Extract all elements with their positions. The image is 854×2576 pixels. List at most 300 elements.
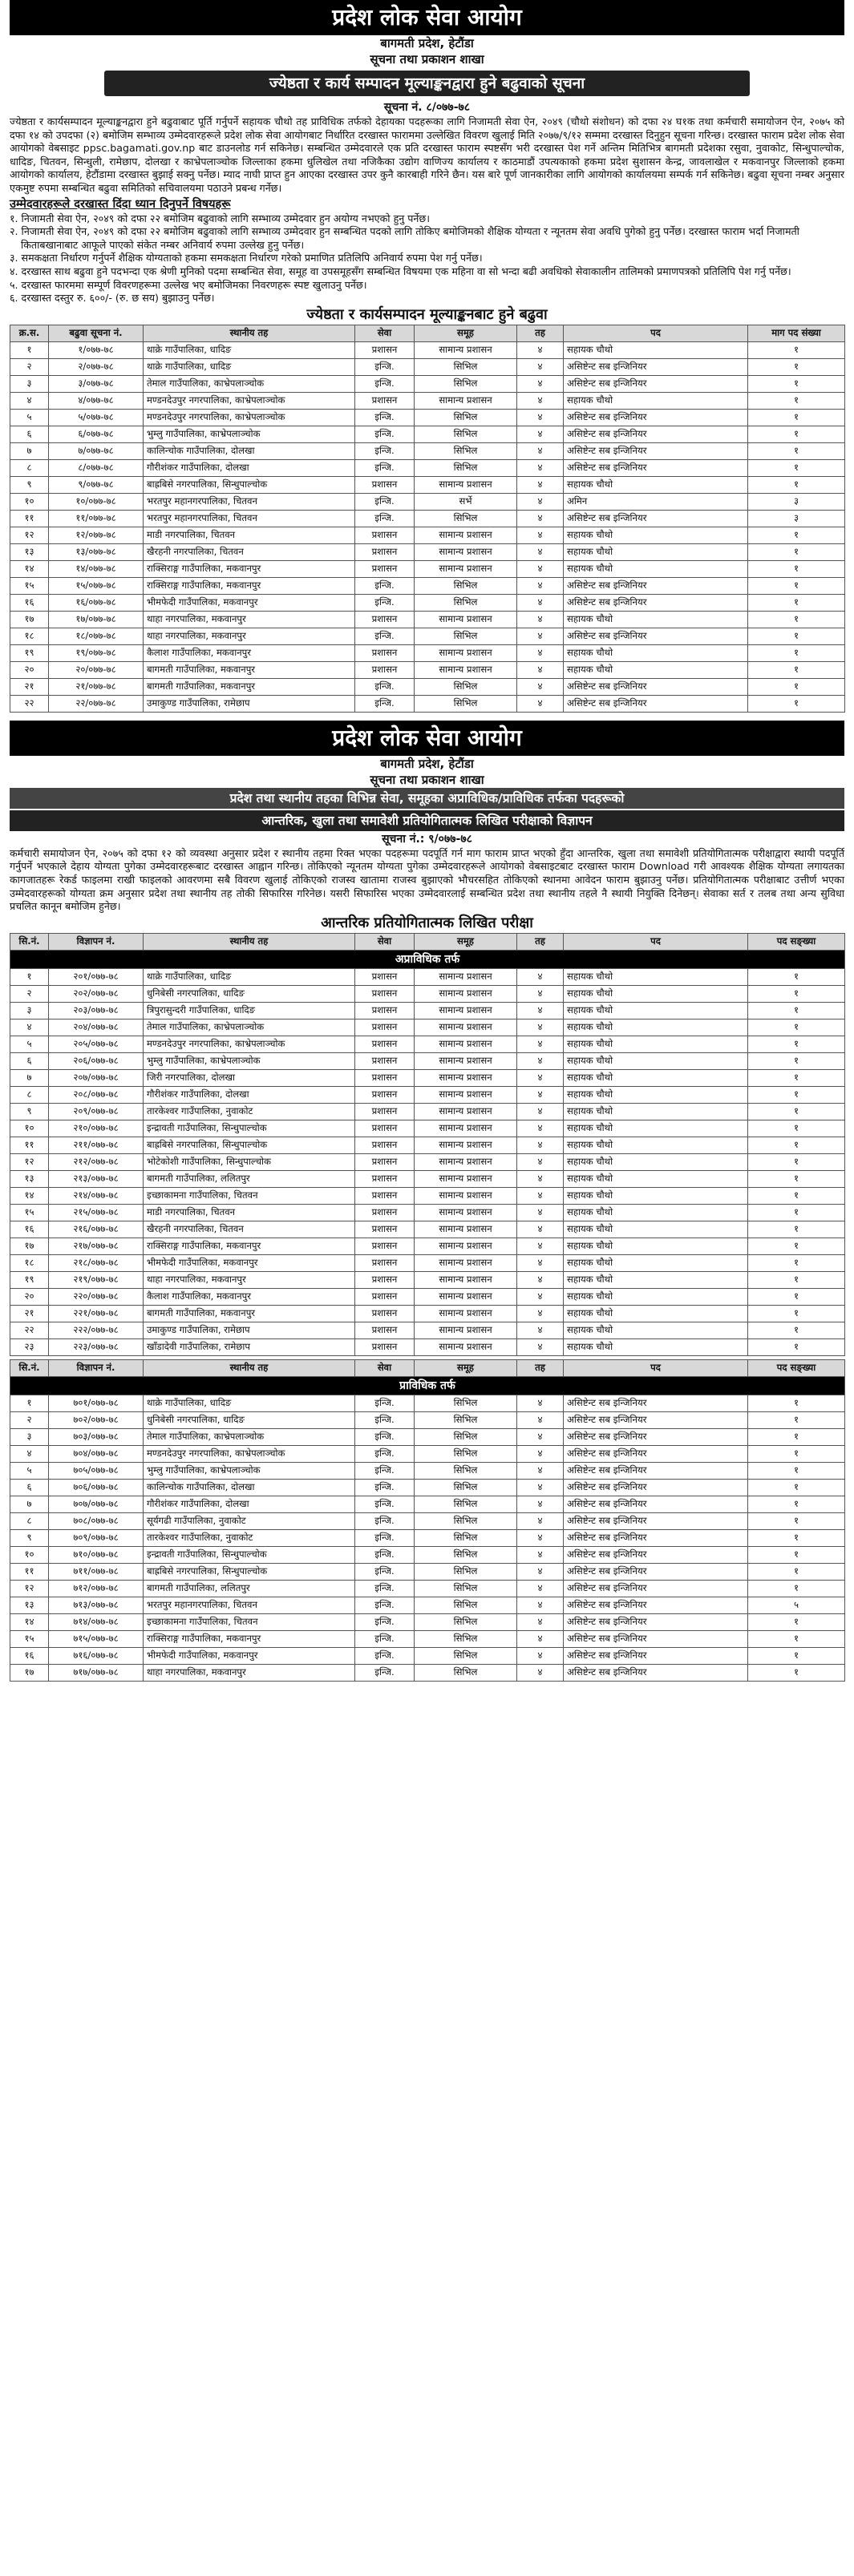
table-row: [10, 1529, 845, 1546]
table-row: [10, 1664, 845, 1681]
table-cell: १: [748, 1187, 845, 1204]
column-header: तह: [517, 933, 564, 950]
table-row: [10, 1120, 845, 1137]
table-cell: ७१४/०७७-७८: [49, 1613, 144, 1630]
category-band: [10, 950, 845, 968]
table-cell: ४: [517, 1019, 564, 1036]
table-cell: असिष्टेन्ट सब इन्जिनियर: [564, 1445, 748, 1462]
table-cell: १७/०७७-७८: [49, 611, 144, 628]
table-cell: १: [748, 1428, 845, 1445]
column-header: सेवा: [355, 933, 415, 950]
table-cell: ४: [517, 1170, 564, 1187]
column-header: सि.नं.: [10, 933, 49, 950]
table-cell: असिष्टेन्ट सब इन्जिनियर: [564, 1630, 748, 1647]
table-cell: सामान्य प्रशासन: [415, 968, 517, 985]
exam-table-technical: [10, 1359, 845, 1682]
table-row: [10, 442, 845, 459]
table-cell: सामान्य प्रशासन: [415, 543, 517, 560]
table-cell: प्रशासन: [355, 1338, 415, 1355]
table-cell: ४: [517, 1411, 564, 1428]
table-cell: सिभिल: [415, 1462, 517, 1479]
table-cell: २०३/०७७-७८: [49, 1002, 144, 1019]
table-row: [10, 1428, 845, 1445]
table-cell: १: [748, 594, 845, 611]
table-cell: ७१५/०७७-७८: [49, 1630, 144, 1647]
table-row: [10, 611, 845, 628]
table-cell: असिष्टेन्ट सब इन्जिनियर: [564, 375, 748, 392]
table-row: [10, 341, 845, 358]
table-cell: १: [748, 1086, 845, 1103]
table-cell: २२३/०७७-७८: [49, 1338, 144, 1355]
commission-title: प्रदेश लोक सेवा आयोग: [10, 0, 844, 35]
table-cell: भुम्लु गाउँपालिका, काभ्रेपलाञ्चोक: [144, 1052, 355, 1069]
table-cell: २: [10, 985, 49, 1002]
table-cell: ४: [517, 426, 564, 442]
table-cell: १: [748, 560, 845, 577]
table-cell: सहायक चौथो: [564, 1254, 748, 1271]
table-row: [10, 560, 845, 577]
table-cell: १५/०७७-७८: [49, 577, 144, 594]
table-cell: ४: [517, 1288, 564, 1305]
table-row: [10, 1496, 845, 1512]
table-cell: तेमाल गाउँपालिका, काभ्रेपलाञ्चोक: [144, 1428, 355, 1445]
table-cell: ११: [10, 510, 49, 527]
table-cell: १: [748, 1137, 845, 1153]
table-cell: प्रशासन: [355, 985, 415, 1002]
table-cell: इन्जि.: [355, 1630, 415, 1647]
table-cell: ११: [10, 1563, 49, 1580]
table-cell: सिभिल: [415, 1630, 517, 1647]
table-cell: १: [748, 611, 845, 628]
table-cell: असिष्टेन्ट सब इन्जिनियर: [564, 358, 748, 375]
table-cell: असिष्टेन्ट सब इन्जिनियर: [564, 442, 748, 459]
table-cell: इन्जि.: [355, 1496, 415, 1512]
table-cell: इन्जि.: [355, 1395, 415, 1411]
table-cell: ४: [517, 1462, 564, 1479]
table-cell: ४: [517, 409, 564, 426]
table-cell: तेमाल गाउँपालिका, काभ्रेपलाञ्चोक: [144, 1019, 355, 1036]
table-cell: प्रशासन: [355, 543, 415, 560]
table-cell: सहायक चौथो: [564, 1137, 748, 1153]
table-cell: १५: [10, 1204, 49, 1221]
table-cell: १४: [10, 1613, 49, 1630]
table-cell: इन्जि.: [355, 358, 415, 375]
table-row: [10, 1322, 845, 1338]
table-cell: अमिन: [564, 493, 748, 510]
table-cell: सिभिल: [415, 1529, 517, 1546]
table-cell: १: [748, 1288, 845, 1305]
table-row: [10, 1137, 845, 1153]
table-cell: सहायक चौथो: [564, 985, 748, 1002]
table-cell: १: [10, 968, 49, 985]
table-cell: १६: [10, 594, 49, 611]
column-header: पद सङ्ख्या: [748, 1359, 845, 1376]
column-header: सेवा: [355, 325, 415, 341]
table-cell: सिभिल: [415, 1597, 517, 1613]
instruction-item: ४. दरखास्त साथ बढुवा हुने पदभन्दा एक श्रेणी मुनिको पदमा सम्बन्धित सेवा, समूह वा उपसमूहसँग सम्बन्धित विषयमा एक महिना वा सो भन्दा बढी अवधिको सेवाकालीन तालिमको प्रमाणपत्रको प्रतिलिपि पेश गर्नु पर्नेछ।: [10, 264, 791, 277]
category-band-label: प्राविधिक तर्फ: [10, 1376, 845, 1395]
table-cell: असिष्टेन्ट सब इन्जिनियर: [564, 510, 748, 527]
table-cell: ७: [10, 1496, 49, 1512]
table-row: [10, 1036, 845, 1052]
table-cell: बागमती गाउँपालिका, मकवानपुर: [144, 678, 355, 695]
table-cell: २१: [10, 1305, 49, 1322]
table-cell: इन्जि.: [355, 1479, 415, 1496]
table-cell: १: [748, 1664, 845, 1681]
table-cell: सहायक चौथो: [564, 611, 748, 628]
table-cell: सहायक चौथो: [564, 543, 748, 560]
table-cell: ४: [517, 1580, 564, 1597]
table-cell: बाह्रबिसे नगरपालिका, सिन्धुपाल्चोक: [144, 1563, 355, 1580]
table-row: [10, 1019, 845, 1036]
table-cell: मण्डनदेउपुर नगरपालिका, काभ्रेपलाञ्चोक: [144, 409, 355, 426]
table-cell: सिभिल: [415, 1664, 517, 1681]
table-cell: प्रशासन: [355, 1271, 415, 1288]
table-cell: १: [748, 695, 845, 712]
table-cell: सिभिल: [415, 409, 517, 426]
table-cell: २०५/०७७-७८: [49, 1036, 144, 1052]
table-cell: सामान्य प्रशासन: [415, 1170, 517, 1187]
table-cell: प्रशासन: [355, 1238, 415, 1254]
table-cell: १६: [10, 1221, 49, 1238]
column-header: सि.नं.: [10, 1359, 49, 1376]
table-row: [10, 358, 845, 375]
table-cell: प्रशासन: [355, 1305, 415, 1322]
table-cell: प्रशासन: [355, 1103, 415, 1120]
table-cell: १५: [10, 1630, 49, 1647]
table-row: [10, 375, 845, 392]
table-cell: १: [748, 476, 845, 493]
table-cell: १७: [10, 1238, 49, 1254]
table-row: [10, 1254, 845, 1271]
table-cell: ९: [10, 476, 49, 493]
table-cell: जिरी नगरपालिका, दोलखा: [144, 1069, 355, 1086]
table-cell: माडी नगरपालिका, चितवन: [144, 527, 355, 543]
table-cell: प्रशासन: [355, 560, 415, 577]
table-cell: ४: [517, 628, 564, 644]
table-cell: असिष्टेन्ट सब इन्जिनियर: [564, 628, 748, 644]
advert-strip-2: आन्तरिक, खुला तथा समावेशी प्रतियोगितात्मक लिखित परीक्षाको विज्ञापन: [10, 810, 844, 831]
table-cell: सिभिल: [415, 1580, 517, 1597]
table-cell: ४: [517, 577, 564, 594]
table-cell: सहायक चौथो: [564, 1086, 748, 1103]
table-cell: ४: [517, 1563, 564, 1580]
office-name: बागमती प्रदेश, हेटौंडा: [380, 36, 474, 50]
table-cell: १४/०७७-७८: [49, 560, 144, 577]
table-cell: १२/०७७-७८: [49, 527, 144, 543]
table-cell: सिभिल: [415, 375, 517, 392]
table-cell: ४: [517, 510, 564, 527]
table-cell: ४: [517, 611, 564, 628]
table-cell: ४: [517, 493, 564, 510]
table-row: [10, 527, 845, 543]
table-cell: सिभिल: [415, 1395, 517, 1411]
table-cell: १: [748, 1647, 845, 1664]
table-cell: २३: [10, 1338, 49, 1355]
table-cell: प्रशासन: [355, 1052, 415, 1069]
table-cell: २०२/०७७-७८: [49, 985, 144, 1002]
table-cell: भरतपुर महानगरपालिका, चितवन: [144, 493, 355, 510]
table-cell: प्रशासन: [355, 1086, 415, 1103]
table-cell: १८/०७७-७८: [49, 628, 144, 644]
table-cell: सामान्य प्रशासन: [415, 1254, 517, 1271]
table-cell: सामान्य प्रशासन: [415, 1288, 517, 1305]
table-cell: असिष्टेन्ट सब इन्जिनियर: [564, 1647, 748, 1664]
table-cell: तेमाल गाउँपालिका, काभ्रेपलाञ्चोक: [144, 375, 355, 392]
table-cell: थाक्रे गाउँपालिका, धादिङ: [144, 341, 355, 358]
table-cell: १: [748, 543, 845, 560]
table-cell: १५: [10, 577, 49, 594]
table-cell: २१४/०७७-७८: [49, 1187, 144, 1204]
table-cell: इन्जि.: [355, 459, 415, 476]
table-cell: बाह्रबिसे नगरपालिका, सिन्धुपाल्चोक: [144, 476, 355, 493]
instruction-item: २. निजामती सेवा ऐन, २०४९ को दफा २२ बमोजिम बढुवाको लागि सम्भाव्य उम्मेदवार हुन सम्बन्धित पदको लागि तोकिए बमोजिमको शैक्षिक योग्यता र न्यूनतम सेवा अवधि पुगेको हुनु पर्नेछ। दरखास्त फाराम भर्दा निजामती किताबखानाबाट आफूले पाएको संकेत नम्बर अनिवार्य रुपमा उल्लेख हुनु पर्नेछ।: [10, 225, 799, 251]
table-cell: २१६/०७७-७८: [49, 1221, 144, 1238]
table-cell: सामान्य प्रशासन: [415, 1120, 517, 1137]
table-cell: प्रशासन: [355, 1170, 415, 1187]
column-header: समूह: [415, 1359, 517, 1376]
table-cell: सहायक चौथो: [564, 1288, 748, 1305]
table-cell: ७०८/०७७-७८: [49, 1512, 144, 1529]
table-cell: ४: [517, 392, 564, 409]
column-header: समूह: [415, 325, 517, 341]
table-cell: १: [10, 1395, 49, 1411]
table-cell: २०६/०७७-७८: [49, 1052, 144, 1069]
table-cell: सामान्य प्रशासन: [415, 341, 517, 358]
table-cell: ४: [517, 560, 564, 577]
table-cell: सहायक चौथो: [564, 1305, 748, 1322]
table-cell: सिभिल: [415, 442, 517, 459]
table-cell: इन्जि.: [355, 375, 415, 392]
table-row: [10, 661, 845, 678]
table-cell: ३: [10, 1002, 49, 1019]
table-cell: इन्जि.: [355, 1529, 415, 1546]
table-row: [10, 1187, 845, 1204]
table-cell: १: [748, 1445, 845, 1462]
table-cell: थाक्रे गाउँपालिका, धादिङ: [144, 358, 355, 375]
table-cell: १: [748, 1630, 845, 1647]
table-cell: मण्डनदेउपुर नगरपालिका, काभ्रेपलाञ्चोक: [144, 392, 355, 409]
table-row: [10, 1238, 845, 1254]
table-row: [10, 1546, 845, 1563]
table-cell: २१२/०७७-७८: [49, 1153, 144, 1170]
table-cell: सामान्य प्रशासन: [415, 1322, 517, 1338]
table-cell: असिष्टेन्ट सब इन्जिनियर: [564, 459, 748, 476]
table-cell: सामान्य प्रशासन: [415, 476, 517, 493]
table-row: [10, 510, 845, 527]
table-cell: ६: [10, 426, 49, 442]
table-cell: १२: [10, 1580, 49, 1597]
table-cell: थाहा नगरपालिका, मकवानपुर: [144, 1271, 355, 1288]
table-cell: इन्जि.: [355, 426, 415, 442]
table-cell: सामान्य प्रशासन: [415, 1271, 517, 1288]
exam-table-nontechnical: [10, 933, 845, 1356]
table-cell: १: [748, 1254, 845, 1271]
table-cell: सिभिल: [415, 426, 517, 442]
table-cell: इन्जि.: [355, 1563, 415, 1580]
table-cell: ४: [517, 1086, 564, 1103]
table-cell: ४: [517, 1221, 564, 1238]
table-row: [10, 1170, 845, 1187]
table-cell: १: [748, 1221, 845, 1238]
table-cell: खाँडादेवी गाउँपालिका, रामेछाप: [144, 1338, 355, 1355]
table-cell: १२: [10, 1153, 49, 1170]
table-cell: सिभिल: [415, 1512, 517, 1529]
table-cell: प्रशासन: [355, 392, 415, 409]
table-cell: कालिन्चोक गाउँपालिका, दोलखा: [144, 1479, 355, 1496]
table-cell: सहायक चौथो: [564, 1221, 748, 1238]
table-cell: १८: [10, 1254, 49, 1271]
table-cell: १: [748, 661, 845, 678]
table-cell: १: [748, 1411, 845, 1428]
table-cell: सहायक चौथो: [564, 968, 748, 985]
table-cell: इन्जि.: [355, 1445, 415, 1462]
table-cell: सिभिल: [415, 1563, 517, 1580]
column-header: तह: [517, 1359, 564, 1376]
notice-number: सूचना नं. ८/०७७-७८: [383, 101, 471, 114]
table-cell: सहायक चौथो: [564, 1002, 748, 1019]
table-cell: १३/०७७-७८: [49, 543, 144, 560]
table-cell: १: [748, 644, 845, 661]
table-cell: १: [748, 1529, 845, 1546]
table-cell: प्रशासन: [355, 1221, 415, 1238]
table-cell: असिष्टेन्ट सब इन्जिनियर: [564, 594, 748, 611]
table-cell: थाक्रे गाउँपालिका, धादिङ: [144, 968, 355, 985]
table-cell: ४: [517, 1479, 564, 1496]
branch-name: सूचना तथा प्रकाशन शाखा: [370, 52, 484, 67]
table-cell: १९: [10, 644, 49, 661]
table-cell: इन्जि.: [355, 1647, 415, 1664]
table-cell: असिष्टेन्ट सब इन्जिनियर: [564, 1462, 748, 1479]
table-row: [10, 426, 845, 442]
table-cell: सहायक चौथो: [564, 392, 748, 409]
table-cell: राक्सिराङ्ग गाउँपालिका, मकवानपुर: [144, 560, 355, 577]
notice-paragraph-2: कर्मचारी समायोजन ऐन, २०७५ को दफा १२ को व्यवस्था अनुसार प्रदेश र स्थानीय तहमा रिक्त भएका पदहरूमा पदपूर्ति गर्न माग फाराम प्राप्त भएको हुँदा आन्तरिक, खुला तथा समावेशी प्रतियोगितात्मक परीक्षाद्वारा स्थायी पदपूर्ति गर्नुपर्ने भएकाले देहाय योग्यता पुगेका उम्मेदवारहरूबाट दरखास्त आह्वान गरिन्छ। तोकिएको न्यूनतम योग्यता पुगेका उम्मेदवारहरूले आयोगको वेबसाइटबाट दरखास्त फाराम Download गरी आवश्यक शैक्षिक योग्यता लगायतका कागजातहरू रेकर्ड फाइलमा राखी फाइलको आवरणमा सबै विवरण खुलाई तोकिएको राजस्व खातामा राजस्व बुझाएको भौचरसहित तोकिएको स्थानमा आवेदन फाराम बुझाउनु पर्नेछ। प्रतियोगितात्मक परीक्षाबाट उत्तीर्ण भएका उम्मेदवारहरूको योग्यता क्रम अनुसार प्रदेश तथा स्थानीय तह तोकी सिफारिस गरिनेछ। यसरी सिफारिस भएका उम्मेदवारलाई सम्बन्धित प्रदेश तथा स्थानीय तहले नै स्थायी नियुक्ति दिनेछन्। सेवाका सर्त र तलब तथा अन्य सुविधा प्रचलित कानून बमोजिम हुनेछ।: [10, 846, 844, 913]
branch-name-2: सूचना तथा प्रकाशन शाखा: [370, 772, 484, 787]
table-cell: सामान्य प्रशासन: [415, 985, 517, 1002]
table-cell: प्रशासन: [355, 1288, 415, 1305]
exam-table-title: आन्तरिक प्रतियोगितात्मक लिखित परीक्षा: [321, 914, 533, 931]
table-cell: सामान्य प्रशासन: [415, 527, 517, 543]
table-cell: ७०४/०७७-७८: [49, 1445, 144, 1462]
table-cell: प्रशासन: [355, 1322, 415, 1338]
column-header: विज्ञापन नं.: [49, 933, 144, 950]
table-cell: १: [748, 341, 845, 358]
table-cell: असिष्टेन्ट सब इन्जिनियर: [564, 1546, 748, 1563]
table-cell: १: [748, 392, 845, 409]
table-cell: थाक्रे गाउँपालिका, धादिङ: [144, 1395, 355, 1411]
table-cell: असिष्टेन्ट सब इन्जिनियर: [564, 678, 748, 695]
table-cell: ४: [517, 1305, 564, 1322]
column-header: स्थानीय तह: [144, 1359, 355, 1376]
table-cell: ११: [10, 1137, 49, 1153]
table-cell: असिष्टेन्ट सब इन्जिनियर: [564, 1411, 748, 1428]
table-cell: बाह्रबिसे नगरपालिका, सिन्धुपाल्चोक: [144, 1137, 355, 1153]
table-cell: १: [748, 358, 845, 375]
table-cell: तारकेश्वर गाउँपालिका, नुवाकोट: [144, 1103, 355, 1120]
promotion-table-title: ज्येष्ठता र कार्यसम्पादन मूल्याङ्कनबाट हुने बढुवा: [306, 305, 548, 323]
table-cell: सिभिल: [415, 1411, 517, 1428]
table-cell: २१९/०७७-७८: [49, 1271, 144, 1288]
table-cell: सिभिल: [415, 1496, 517, 1512]
table-cell: १: [748, 426, 845, 442]
table-cell: १: [748, 1563, 845, 1580]
table-row: [10, 577, 845, 594]
table-cell: ४: [517, 1647, 564, 1664]
table-cell: सामान्य प्रशासन: [415, 1204, 517, 1221]
table-cell: २०: [10, 1288, 49, 1305]
table-cell: सहायक चौथो: [564, 1052, 748, 1069]
table-cell: २१५/०७७-७८: [49, 1204, 144, 1221]
table-cell: इन्जि.: [355, 1428, 415, 1445]
table-row: [10, 1271, 845, 1288]
table-row: [10, 1305, 845, 1322]
table-row: [10, 476, 845, 493]
table-cell: सामान्य प्रशासन: [415, 1305, 517, 1322]
table-cell: भुम्लु गाउँपालिका, काभ्रेपलाञ्चोक: [144, 426, 355, 442]
category-band: [10, 1376, 845, 1395]
table-cell: ७१२/०७७-७८: [49, 1580, 144, 1597]
table-cell: असिष्टेन्ट सब इन्जिनियर: [564, 1479, 748, 1496]
table-cell: तारकेश्वर गाउँपालिका, नुवाकोट: [144, 1529, 355, 1546]
table-cell: २२०/०७७-७८: [49, 1288, 144, 1305]
promotion-table: [10, 325, 845, 713]
table-cell: ४: [517, 1036, 564, 1052]
table-cell: असिष्टेन्ट सब इन्जिनियर: [564, 1580, 748, 1597]
instruction-item: १. निजामती सेवा ऐन, २०४९ को दफा २२ बमोजिम बढुवाको लागि सम्भाव्य उम्मेदवार हुन अयोग्य नभएको हुनु पर्नेछ।: [10, 212, 430, 224]
table-cell: २२: [10, 695, 49, 712]
table-cell: सामान्य प्रशासन: [415, 1052, 517, 1069]
table-cell: ६: [10, 1479, 49, 1496]
table-cell: सिभिल: [415, 358, 517, 375]
table-cell: १: [748, 1512, 845, 1529]
table-cell: प्रशासन: [355, 1187, 415, 1204]
table-cell: ११/०७७-७८: [49, 510, 144, 527]
table-row: [10, 628, 845, 644]
table-cell: ४: [517, 1395, 564, 1411]
table-cell: १/०७७-७८: [49, 341, 144, 358]
table-row: [10, 1002, 845, 1019]
table-cell: सामान्य प्रशासन: [415, 1153, 517, 1170]
table-cell: ४: [10, 1445, 49, 1462]
table-cell: इच्छाकामना गाउँपालिका, चितवन: [144, 1187, 355, 1204]
table-cell: इन्द्रावती गाउँपालिका, सिन्धुपाल्चोक: [144, 1120, 355, 1137]
table-cell: १९: [10, 1271, 49, 1288]
table-cell: ४: [517, 1103, 564, 1120]
table-cell: इन्जि.: [355, 1613, 415, 1630]
table-cell: सहायक चौथो: [564, 1322, 748, 1338]
table-cell: सिभिल: [415, 678, 517, 695]
table-header-row: [10, 933, 845, 950]
table-cell: सामान्य प्रशासन: [415, 644, 517, 661]
table-cell: सहायक चौथो: [564, 1170, 748, 1187]
table-cell: १३: [10, 543, 49, 560]
table-cell: ४: [517, 985, 564, 1002]
table-cell: इन्जि.: [355, 678, 415, 695]
table-cell: इन्जि.: [355, 628, 415, 644]
table-cell: थाहा नगरपालिका, मकवानपुर: [144, 628, 355, 644]
table-cell: ४: [517, 1664, 564, 1681]
table-cell: सिभिल: [415, 459, 517, 476]
table-cell: बागमती गाउँपालिका, ललितपुर: [144, 1580, 355, 1597]
table-cell: ४: [517, 1630, 564, 1647]
table-cell: प्रशासन: [355, 1153, 415, 1170]
table-cell: ४: [517, 1512, 564, 1529]
table-cell: असिष्टेन्ट सब इन्जिनियर: [564, 1395, 748, 1411]
table-cell: प्रशासन: [355, 968, 415, 985]
table-cell: १: [10, 341, 49, 358]
column-header: माग पद संख्या: [748, 325, 845, 341]
